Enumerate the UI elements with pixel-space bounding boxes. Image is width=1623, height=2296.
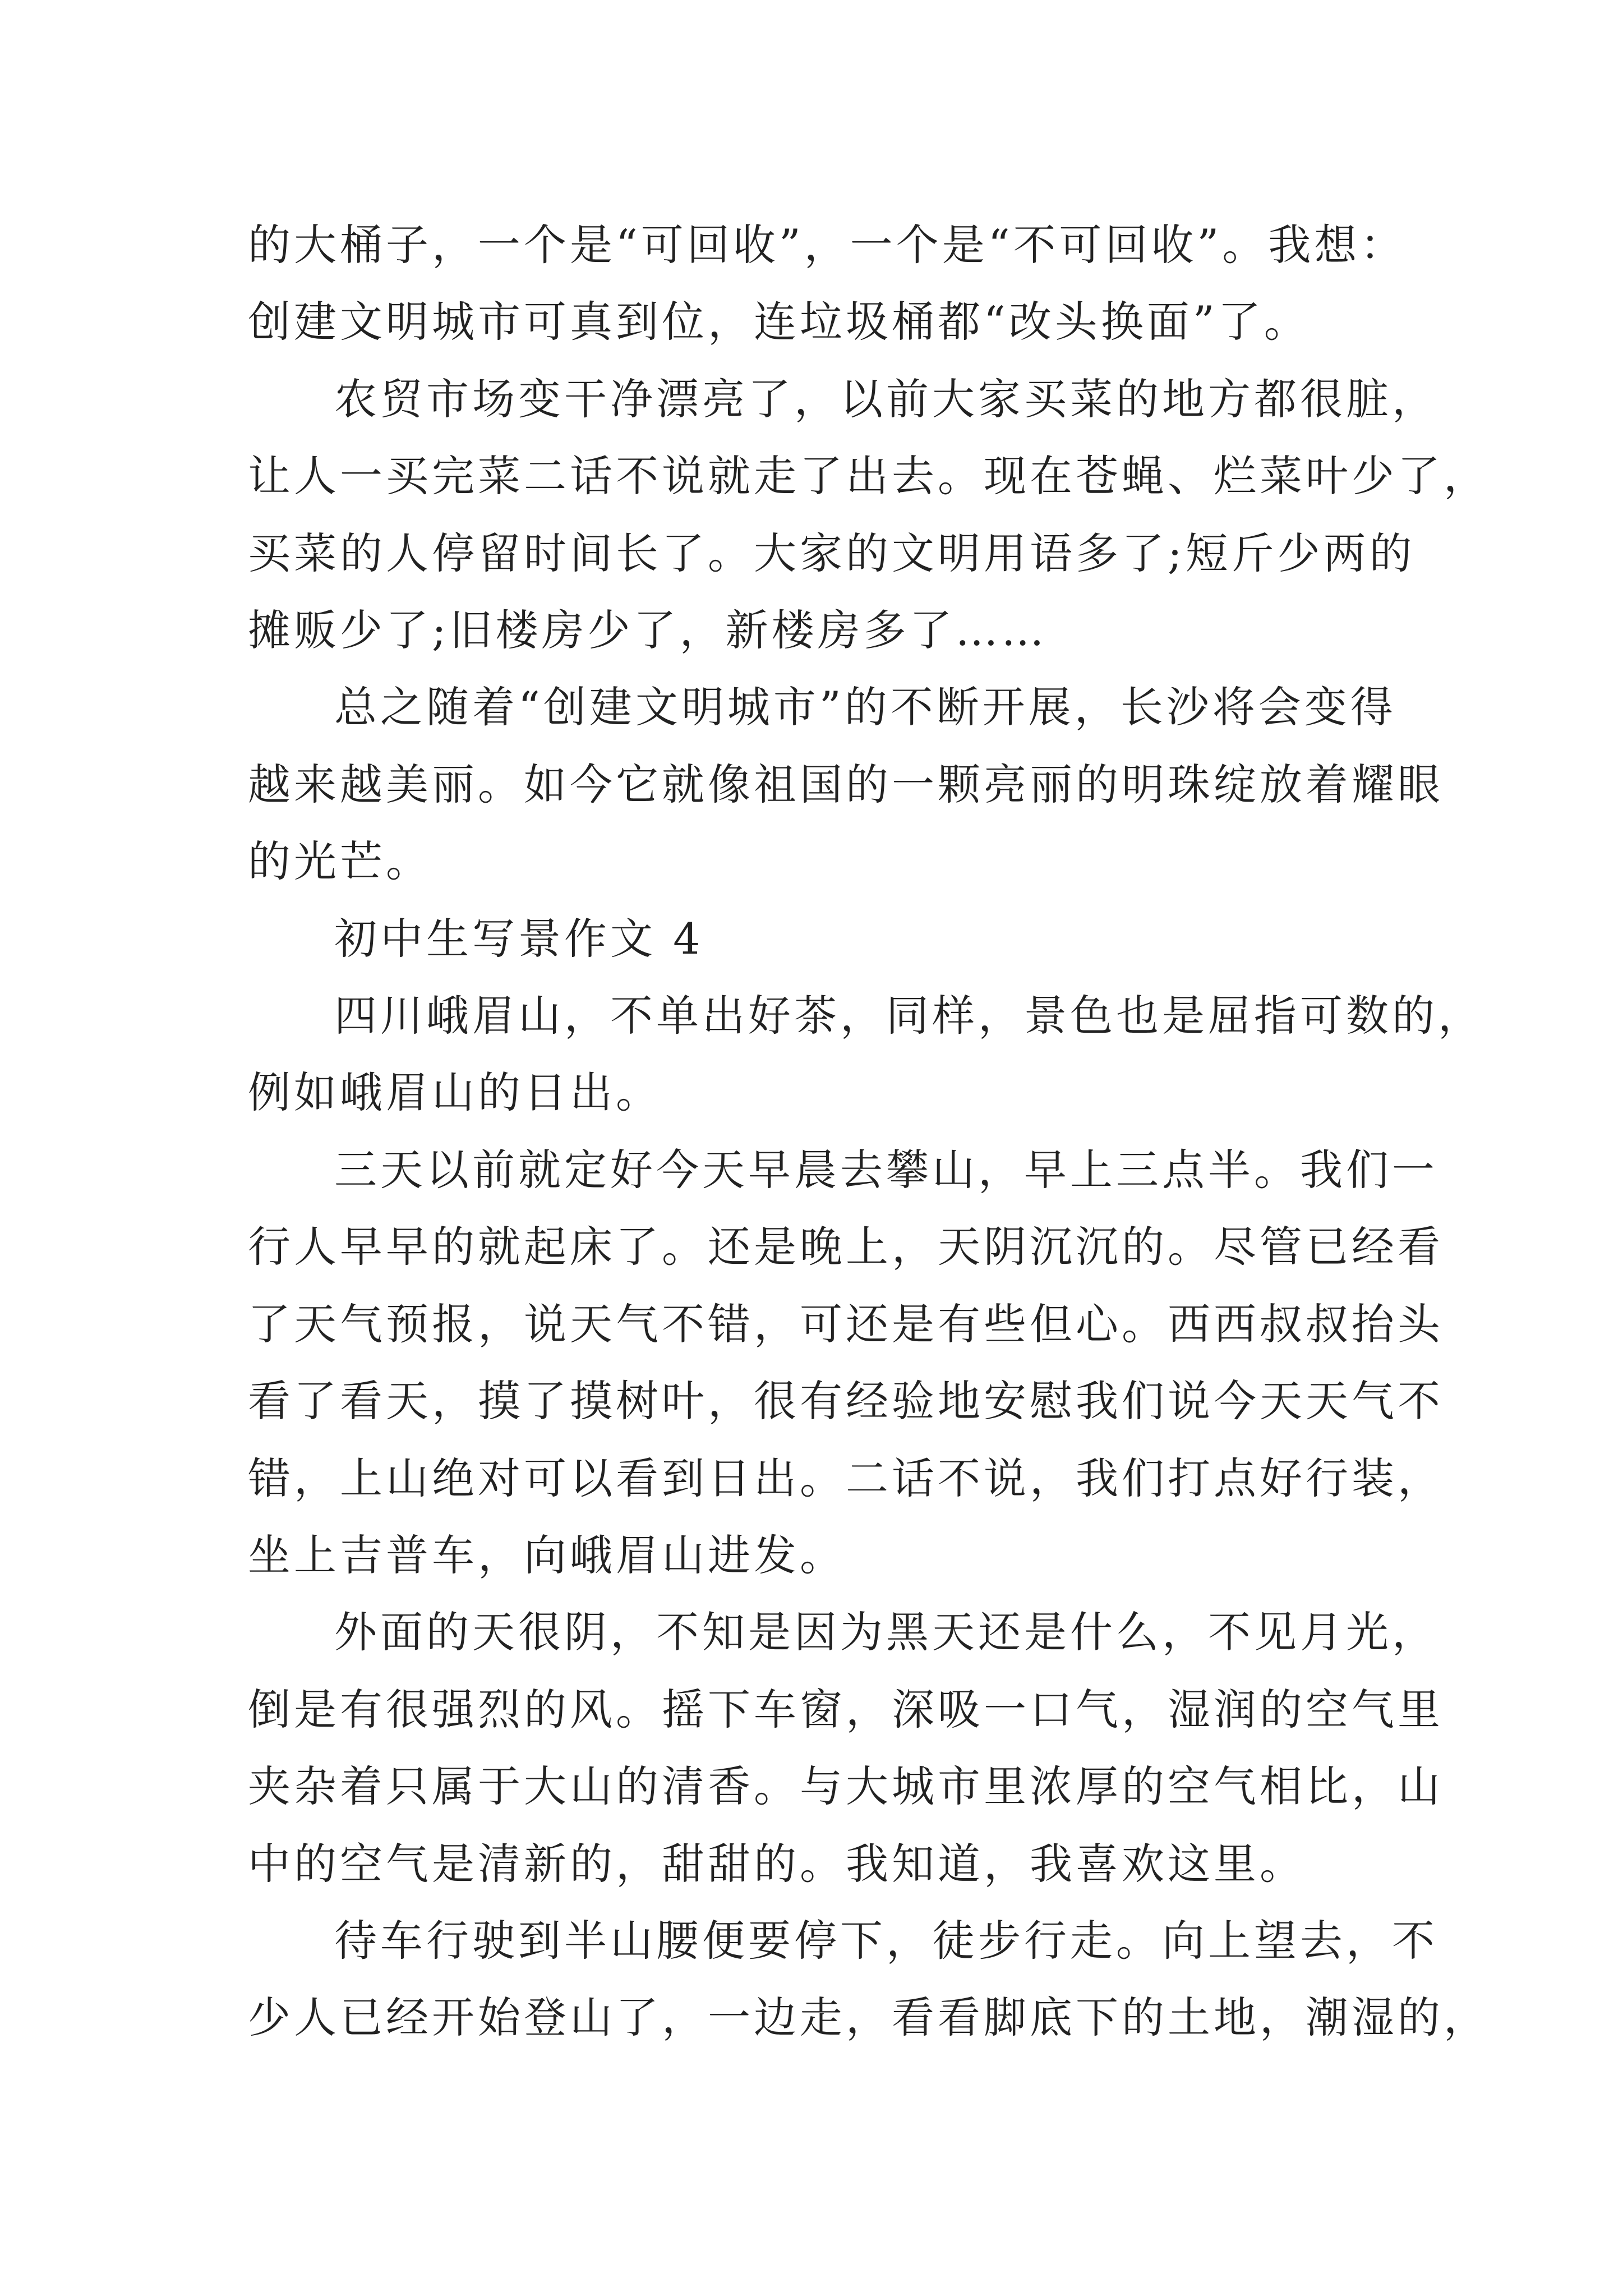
text-line: 了天气预报，说天气不错，可还是有些但心。西西叔叔抬头 <box>248 1299 1444 1349</box>
text-line: 创建文明城市可真到位，连垃圾桶都“改头换面”了。 <box>248 297 1310 347</box>
text-line: 摊贩少了;旧楼房少了，新楼房多了…… <box>248 605 1048 656</box>
text-line: 错，上山绝对可以看到日出。二话不说，我们打点好行装， <box>248 1453 1444 1503</box>
text-line: 三天以前就定好今天早晨去攀山，早上三点半。我们一 <box>334 1144 1438 1195</box>
text-line: 夹杂着只属于大山的清香。与大城市里浓厚的空气相比，山 <box>248 1761 1444 1812</box>
text-line: 的光芒。 <box>248 836 432 887</box>
text-line: 看了看天，摸了摸树叶，很有经验地安慰我们说今天天气不 <box>248 1376 1444 1427</box>
text-line: 例如峨眉山的日出。 <box>248 1068 662 1118</box>
text-line: 四川峨眉山，不单出好茶，同样，景色也是屈指可数的， <box>334 991 1484 1041</box>
section-heading: 初中生写景作文 4 <box>334 913 704 964</box>
text-line: 买菜的人停留时间长了。大家的文明用语多了;短斤少两的 <box>248 528 1415 578</box>
text-line: 行人早早的就起床了。还是晚上，天阴沉沉的。尽管已经看 <box>248 1222 1444 1272</box>
text-line: 越来越美丽。如今它就像祖国的一颗亮丽的明珠绽放着耀眼 <box>248 759 1444 809</box>
text-line: 让人一买完菜二话不说就走了出去。现在苍蝇、烂菜叶少了， <box>248 451 1490 501</box>
text-line: 待车行驶到半山腰便要停下，徒步行走。向上望去，不 <box>334 1915 1438 1966</box>
document-body <box>248 206 1490 2056</box>
text-line: 中的空气是清新的，甜甜的。我知道，我喜欢这里。 <box>248 1838 1306 1889</box>
text-line: 坐上吉普车，向峨眉山进发。 <box>248 1530 846 1580</box>
text-line: 外面的天很阴，不知是因为黑天还是什么，不见月光， <box>334 1607 1438 1658</box>
text-line: 倒是有很强烈的风。摇下车窗，深吸一口气，湿润的空气里 <box>248 1684 1444 1734</box>
text-line: 的大桶子，一个是“可回收”，一个是“不可回收”。我想： <box>248 220 1407 270</box>
text-line: 少人已经开始登山了，一边走，看看脚底下的土地，潮湿的， <box>248 1993 1490 2043</box>
text-line: 总之随着“创建文明城市”的不断开展，长沙将会变得 <box>334 682 1396 733</box>
text-line: 农贸市场变干净漂亮了，以前大家买菜的地方都很脏， <box>334 374 1438 424</box>
